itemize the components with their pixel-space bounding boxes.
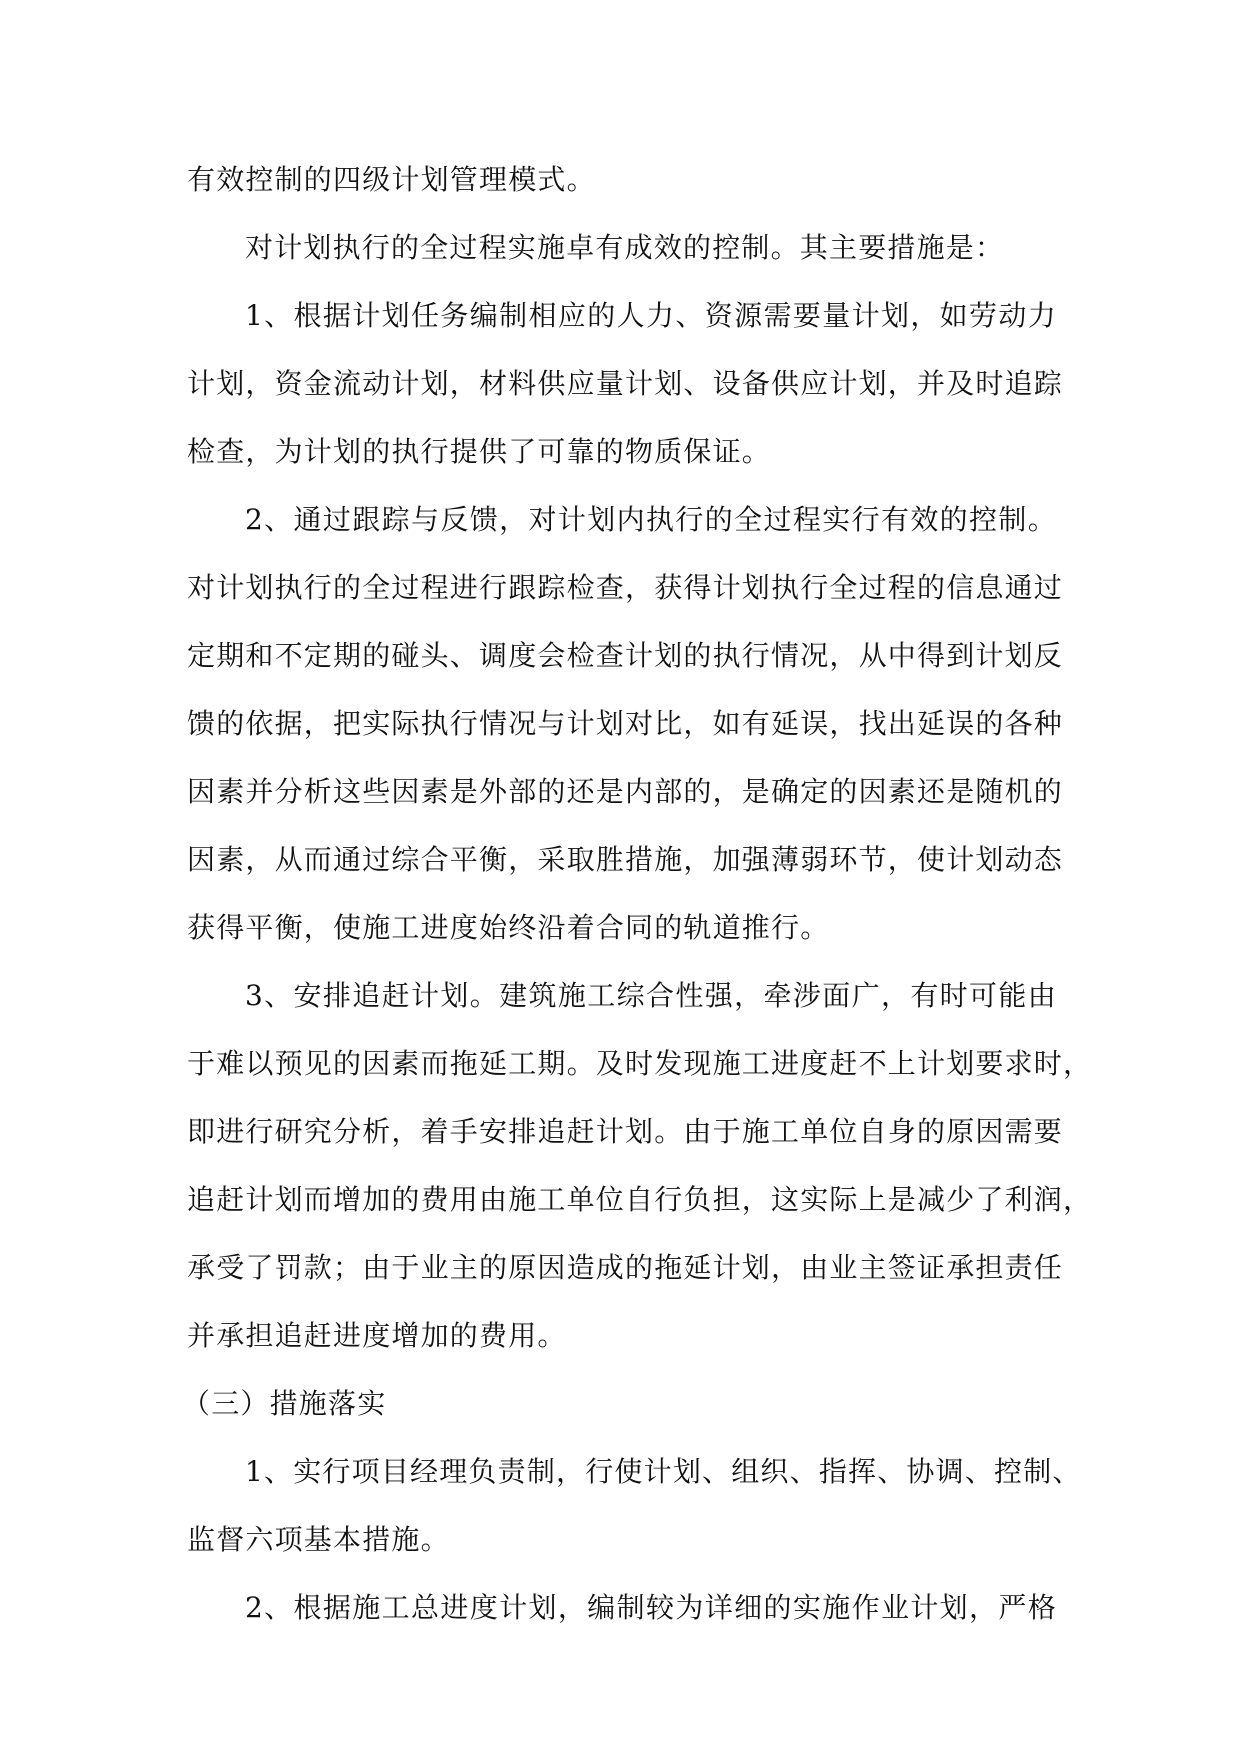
text-line: 检查，为计划的执行提供了可靠的物质保证。: [187, 435, 772, 468]
text-line: 定期和不定期的碰头、调度会检查计划的执行情况，从中得到计划反: [187, 639, 1064, 672]
list-item-1-first-line: 1、根据计划任务编制相应的人力、资源需要量计划，如劳动力: [245, 299, 1057, 332]
list-item-2-first-line: 2、根据施工总进度计划，编制较为详细的实施作业计划，严格: [245, 1591, 1057, 1624]
text-line: 馈的依据，把实际执行情况与计划对比，如有延误，找出延误的各种: [187, 707, 1064, 740]
text-line: 并承担追赶进度增加的费用。: [187, 1319, 567, 1352]
text-line: 监督六项基本措施。: [187, 1523, 450, 1556]
text-line: 计划，资金流动计划，材料供应量计划、设备供应计划，并及时追踪: [187, 367, 1064, 400]
list-item-1-first-line: 1、实行项目经理负责制，行使计划、组织、指挥、协调、控制、: [245, 1455, 1082, 1488]
text-line: 因素，从而通过综合平衡，采取胜措施，加强薄弱环节，使计划动态: [187, 843, 1064, 876]
text-line: 有效控制的四级计划管理模式。: [187, 163, 596, 196]
list-item-2-first-line: 2、通过跟踪与反馈，对计划内执行的全过程实行有效的控制。: [245, 503, 1057, 536]
text-line: 承受了罚款；由于业主的原因造成的拖延计划，由业主签证承担责任: [187, 1251, 1064, 1284]
paragraph-first-line: 对计划执行的全过程实施卓有成效的控制。其主要措施是：: [245, 231, 1005, 264]
list-item-3-first-line: 3、安排追赶计划。建筑施工综合性强，牵涉面广，有时可能由: [245, 979, 1057, 1012]
text-line: 因素并分析这些因素是外部的还是内部的，是确定的因素还是随机的: [187, 775, 1064, 808]
text-line: 获得平衡，使施工进度始终沿着合同的轨道推行。: [187, 911, 830, 944]
text-line: 追赶计划而增加的费用由施工单位自行负担，这实际上是减少了利润，: [187, 1183, 1093, 1216]
text-line: 于难以预见的因素而拖延工期。及时发现施工进度赶不上计划要求时，: [187, 1047, 1093, 1080]
text-line: 对计划执行的全过程进行跟踪检查，获得计划执行全过程的信息通过: [187, 571, 1064, 604]
text-line: 即进行研究分析，着手安排追赶计划。由于施工单位自身的原因需要: [187, 1115, 1064, 1148]
section-heading: （三）措施落实: [182, 1387, 387, 1420]
